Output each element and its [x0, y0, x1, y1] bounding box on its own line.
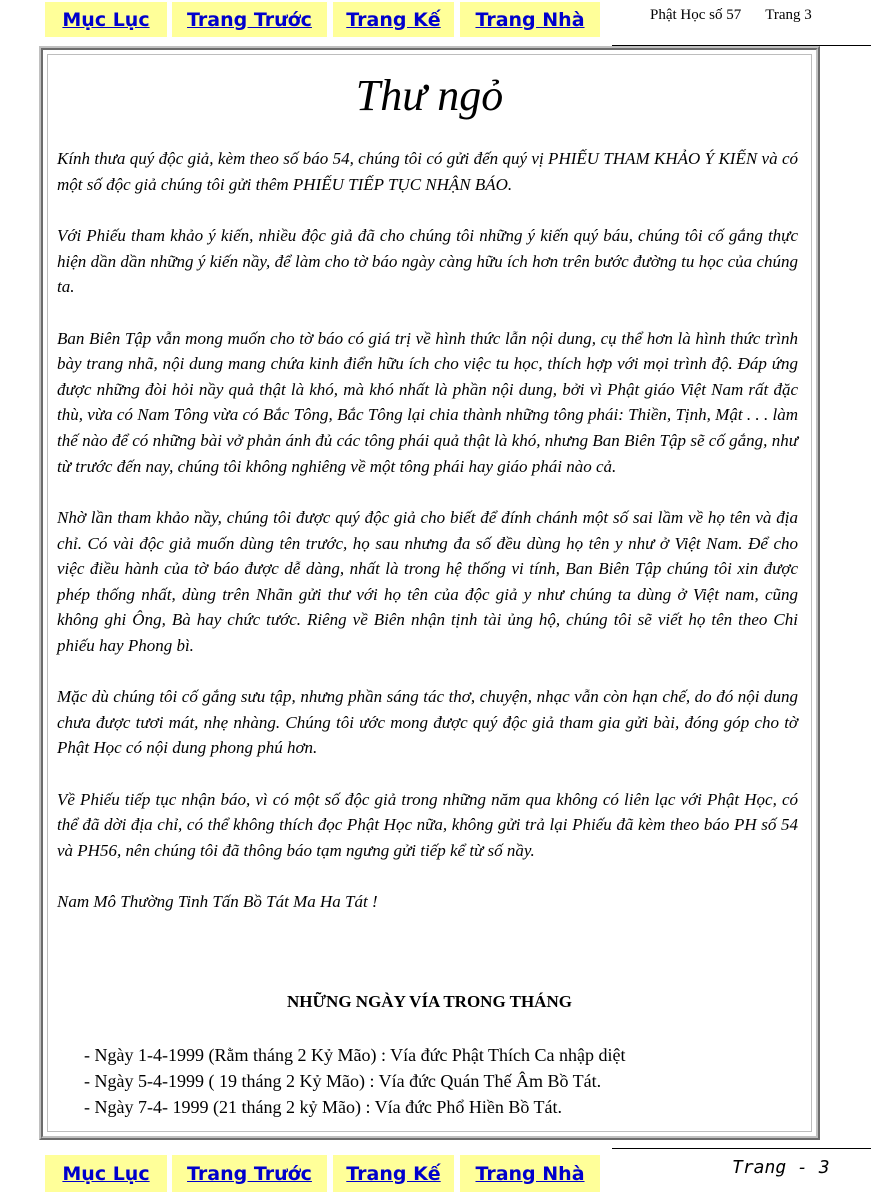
- paragraph: Với Phiếu tham khảo ý kiến, nhiều độc giả đã cho chúng tôi những ý kiến quý báu, chúng tôi cố gắng thực hiện dần dần những ý kiến nầy, để làm cho tờ báo ngày càng hữu ích hơn trên bước đường tu học của chúng ta.: [57, 225, 798, 297]
- page-label: Trang 3: [765, 7, 812, 23]
- next-page-link[interactable]: Trang Kế: [333, 2, 454, 37]
- prev-page-link[interactable]: Trang Trước: [172, 2, 327, 37]
- home-link[interactable]: Trang Nhà: [460, 1155, 600, 1192]
- paragraph: Ban Biên Tập vẫn mong muốn cho tờ báo có giá trị về hình thức lẫn nội dung, cụ thể hơn là hình thức trình bày trang nhã, nội dung mang chứa kinh điển hữu ích cho việc tu học, thích hợp với mọi trình độ. Đáp ứng được những đòi hỏi nầy quả thật là khó, mà khó nhất là phần nội dung, bởi vì Phật giáo Việt Nam rất đặc thù, vừa có Nam Tông vừa có Bắc Tông, Bắc Tông lại chia thành những tông phái: Thiền, Tịnh, Mật . . . làm thế nào để có những bài vở phản ánh đủ các tông phái quả thật là khó, nhưng Ban Biên Tập sẽ cố gắng, như từ trước đến nay, chúng tôi không nghiêng về một tông phái hay giáo phái nào cả.: [57, 328, 798, 476]
- next-page-link[interactable]: Trang Kế: [333, 1155, 454, 1192]
- header-info: [650, 7, 812, 24]
- toc-link[interactable]: Mục Lục: [45, 1155, 167, 1192]
- closing-line: Nam Mô Thường Tinh Tấn Bồ Tát Ma Ha Tát !: [57, 892, 378, 912]
- footer-rule: [612, 1148, 871, 1149]
- footer-page-label: Trang - 3: [732, 1157, 830, 1178]
- list-item: - Ngày 7-4- 1999 (21 tháng 2 kỷ Mão) : Vía đức Phổ Hiền Bồ Tát.: [84, 1097, 563, 1117]
- list-item: - Ngày 1-4-1999 (Rằm tháng 2 Kỷ Mão) : Vía đức Phật Thích Ca nhập diệt: [84, 1045, 626, 1065]
- list-item: - Ngày 5-4-1999 ( 19 tháng 2 Kỷ Mão) : Vía đức Quán Thế Âm Bồ Tát.: [84, 1071, 602, 1091]
- events-heading: NHỮNG NGÀY VÍA TRONG THÁNG: [287, 992, 572, 1011]
- prev-page-link[interactable]: Trang Trước: [172, 1155, 327, 1192]
- events-list: [84, 1042, 626, 1120]
- toc-link[interactable]: Mục Lục: [45, 2, 167, 37]
- article-title: Thư ngỏ: [355, 71, 504, 120]
- paragraph: Nhờ lần tham khảo nầy, chúng tôi được quý độc giả cho biết để đính chánh một số sai lầm về họ tên và địa chỉ. Có vài độc giả muốn dùng tên trước, họ sau nhưng đa số đều dùng họ tên y như ở Việt Nam. Để cho việc điều hành của tờ báo được dễ dàng, nhất là trong hệ thống vi tính, Ban Biên Tập chúng tôi xin được phép thống nhất, dùng trên Nhãn gửi thư với họ tên của độc giả y như chúng ta dùng ở Việt nam, cũng không ghi Ông, Bà hay chức tước. Riêng về Biên nhận tịnh tài ủng hộ, chúng tôi sẽ viết họ tên theo Chi phiếu hay Phong bì.: [57, 507, 798, 655]
- issue-label: Phật Học số 57: [650, 7, 742, 23]
- paragraph: Mặc dù chúng tôi cố gắng sưu tập, nhưng phần sáng tác thơ, chuyện, nhạc vẫn còn hạn chế, do đó nội dung chưa được tươi mát, nhẹ nhàng. Chúng tôi ước mong được quý độc giả tham gia gửi bài, đóng góp cho tờ Phật Học có nội dung phong phú hơn.: [57, 687, 798, 758]
- paragraph: Kính thưa quý độc giả, kèm theo số báo 54, chúng tôi có gửi đến quý vị PHIẾU THAM KHẢO Ý KIẾN và có một số độc giả chúng tôi gửi thêm PHIẾU TIẾP TỤC NHẬN BÁO.: [57, 149, 798, 194]
- article-body: [57, 146, 798, 915]
- paragraph: Về Phiếu tiếp tục nhận báo, vì có một số độc giả trong những năm qua không có liên lạc với Phật Học, có thể đã dời địa chỉ, có thể không thích đọc Phật Học nữa, không gửi trả lại Phiếu đã kèm theo báo PH số 54 và PH56, nên chúng tôi đã thông báo tạm ngưng gửi tiếp kể từ số nầy.: [57, 789, 798, 861]
- home-link[interactable]: Trang Nhà: [460, 2, 600, 37]
